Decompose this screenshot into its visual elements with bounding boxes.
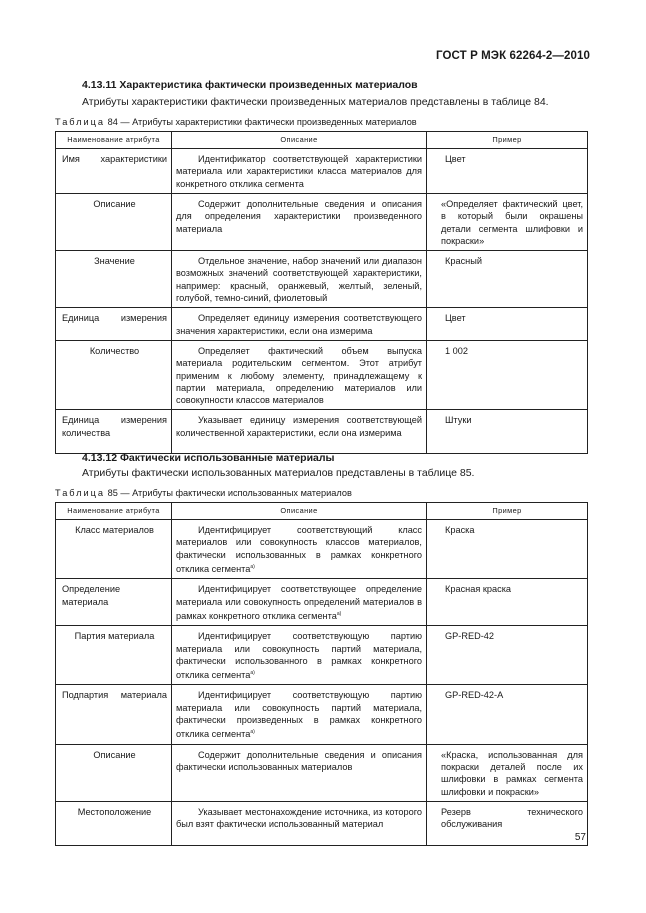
table-row bbox=[56, 801, 588, 845]
table-row bbox=[56, 685, 588, 744]
attribute-name: Класс материалов bbox=[56, 520, 172, 579]
attribute-example: GP-RED-42-A bbox=[427, 685, 588, 744]
attribute-description: Идентификатор соответствующей характеристики материала или характеристики класса материалов для конкретного отклика сегмента bbox=[172, 149, 427, 194]
attribute-name: Единица измерения количества bbox=[56, 410, 172, 454]
attribute-name: Описание bbox=[56, 194, 172, 251]
attribute-example: GP-RED-42 bbox=[427, 626, 588, 685]
table-row bbox=[56, 579, 588, 626]
attribute-description: Содержит дополнительные сведения и описания фактически использованных материалов bbox=[172, 744, 427, 801]
attribute-name: Местоположение bbox=[56, 801, 172, 845]
footnote-mark: а) bbox=[336, 610, 342, 617]
attribute-description: Идентифицирует соответствующую партию материала или совокупность партий материала, фактически произведенных в рамках конкретного отклика сегмента$^{а)}$ bbox=[172, 685, 427, 744]
section-title-4-13-11: 4.13.11 Характеристика фактически произведенных материалов bbox=[82, 79, 418, 91]
table-row bbox=[56, 149, 588, 194]
document-standard-header: ГОСТ Р МЭК 62264-2—2010 bbox=[436, 50, 590, 62]
attribute-example: Цвет bbox=[427, 308, 588, 341]
table-85-caption-text: 85 — Атрибуты фактически использованных материалов bbox=[105, 488, 352, 498]
attribute-description: Содержит дополнительные сведения и описания для определения характеристики произведенного материала bbox=[172, 194, 427, 251]
table-84-header-example: Пример bbox=[427, 132, 588, 149]
table-85-caption bbox=[55, 488, 352, 498]
attribute-name: Количество bbox=[56, 340, 172, 409]
attribute-name: Партия материала bbox=[56, 626, 172, 685]
attribute-name: Подпартия материала bbox=[56, 685, 172, 744]
section-title-4-13-12: 4.13.12 Фактически использованные материалы bbox=[82, 452, 335, 464]
table-84-caption bbox=[55, 117, 417, 127]
attribute-example: 1 002 bbox=[427, 340, 588, 409]
attribute-name: Единица измерения bbox=[56, 308, 172, 341]
table-84-caption-word: Таблица bbox=[55, 117, 106, 127]
table-row bbox=[56, 251, 588, 308]
attribute-name: Определение материала bbox=[56, 579, 172, 626]
table-84-header-description: Описание bbox=[172, 132, 427, 149]
section-text-4-13-11: Атрибуты характеристики фактически произведенных материалов представлены в таблице 84. bbox=[82, 96, 549, 108]
attribute-description: Указывает единицу измерения соответствующей количественной характеристики, если она измерима bbox=[172, 410, 427, 454]
attribute-description: Идентифицирует соответствующее определение материала или совокупность определений материалов в рамках конкретного отклика сегмента$^{а)}$ bbox=[172, 579, 427, 626]
table-85 bbox=[55, 502, 588, 846]
table-row bbox=[56, 308, 588, 341]
table-85-header-name: Наименование атрибута bbox=[56, 503, 172, 520]
attribute-example: Штуки bbox=[427, 410, 588, 454]
attribute-example: Резерв технического обслуживания bbox=[427, 801, 588, 845]
attribute-example: «Определяет фактический цвет, в который были окрашены детали сегмента шлифовки и покраски» bbox=[427, 194, 588, 251]
table-85-header-description: Описание bbox=[172, 503, 427, 520]
attribute-example: Краска bbox=[427, 520, 588, 579]
table-row bbox=[56, 194, 588, 251]
attribute-description: Отдельное значение, набор значений или диапазон возможных значений соответствующей характеристики, например: красный, оранжевый, желтый, зеленый, голубой, темно-синий, фиолетовый bbox=[172, 251, 427, 308]
attribute-name: Описание bbox=[56, 744, 172, 801]
attribute-description: Идентифицирует соответствующий класс материалов или совокупность классов материалов, фактически использованных в рамках конкретного отклика сегмента$^{а)}$ bbox=[172, 520, 427, 579]
table-row bbox=[56, 410, 588, 454]
attribute-example: Цвет bbox=[427, 149, 588, 194]
page-number: 57 bbox=[574, 832, 586, 843]
attribute-example: Красная краска bbox=[427, 579, 588, 626]
table-row bbox=[56, 340, 588, 409]
footnote-mark: а) bbox=[250, 670, 255, 677]
attribute-name: Имя характеристики bbox=[56, 149, 172, 194]
table-85-header-example: Пример bbox=[427, 503, 588, 520]
attribute-example: Красный bbox=[427, 251, 588, 308]
attribute-description: Определяет единицу измерения соответствующего значения характеристики, если она измерима bbox=[172, 308, 427, 341]
attribute-description: Указывает местонахождение источника, из которого был взят фактически использованный материал bbox=[172, 801, 427, 845]
footnote-mark: а) bbox=[250, 563, 255, 570]
table-85-caption-word: Таблица bbox=[55, 488, 106, 498]
table-row bbox=[56, 520, 588, 579]
attribute-description: Определяет фактический объем выпуска материала родительским сегментом. Этот атрибут применим к любому элементу, принадлежащему к партии материала, определению материалов или совокупности классов материалов bbox=[172, 340, 427, 409]
table-84-caption-text: 84 — Атрибуты характеристики фактически произведенных материалов bbox=[105, 117, 417, 127]
table-row bbox=[56, 626, 588, 685]
section-text-4-13-12: Атрибуты фактически использованных материалов представлены в таблице 85. bbox=[82, 467, 475, 479]
footnote-mark: а) bbox=[250, 729, 255, 736]
table-84-header-name: Наименование атрибута bbox=[56, 132, 172, 149]
attribute-example: «Краска, использованная для покраски деталей после их шлифовки в рамках сегмента шлифовки и покраски» bbox=[427, 744, 588, 801]
table-row bbox=[56, 744, 588, 801]
attribute-name: Значение bbox=[56, 251, 172, 308]
table-84 bbox=[55, 131, 588, 454]
attribute-description: Идентифицирует соответствующую партию материала или совокупность партий материала, фактически использованного в рамках конкретного отклика сегмента$^{а)}$ bbox=[172, 626, 427, 685]
